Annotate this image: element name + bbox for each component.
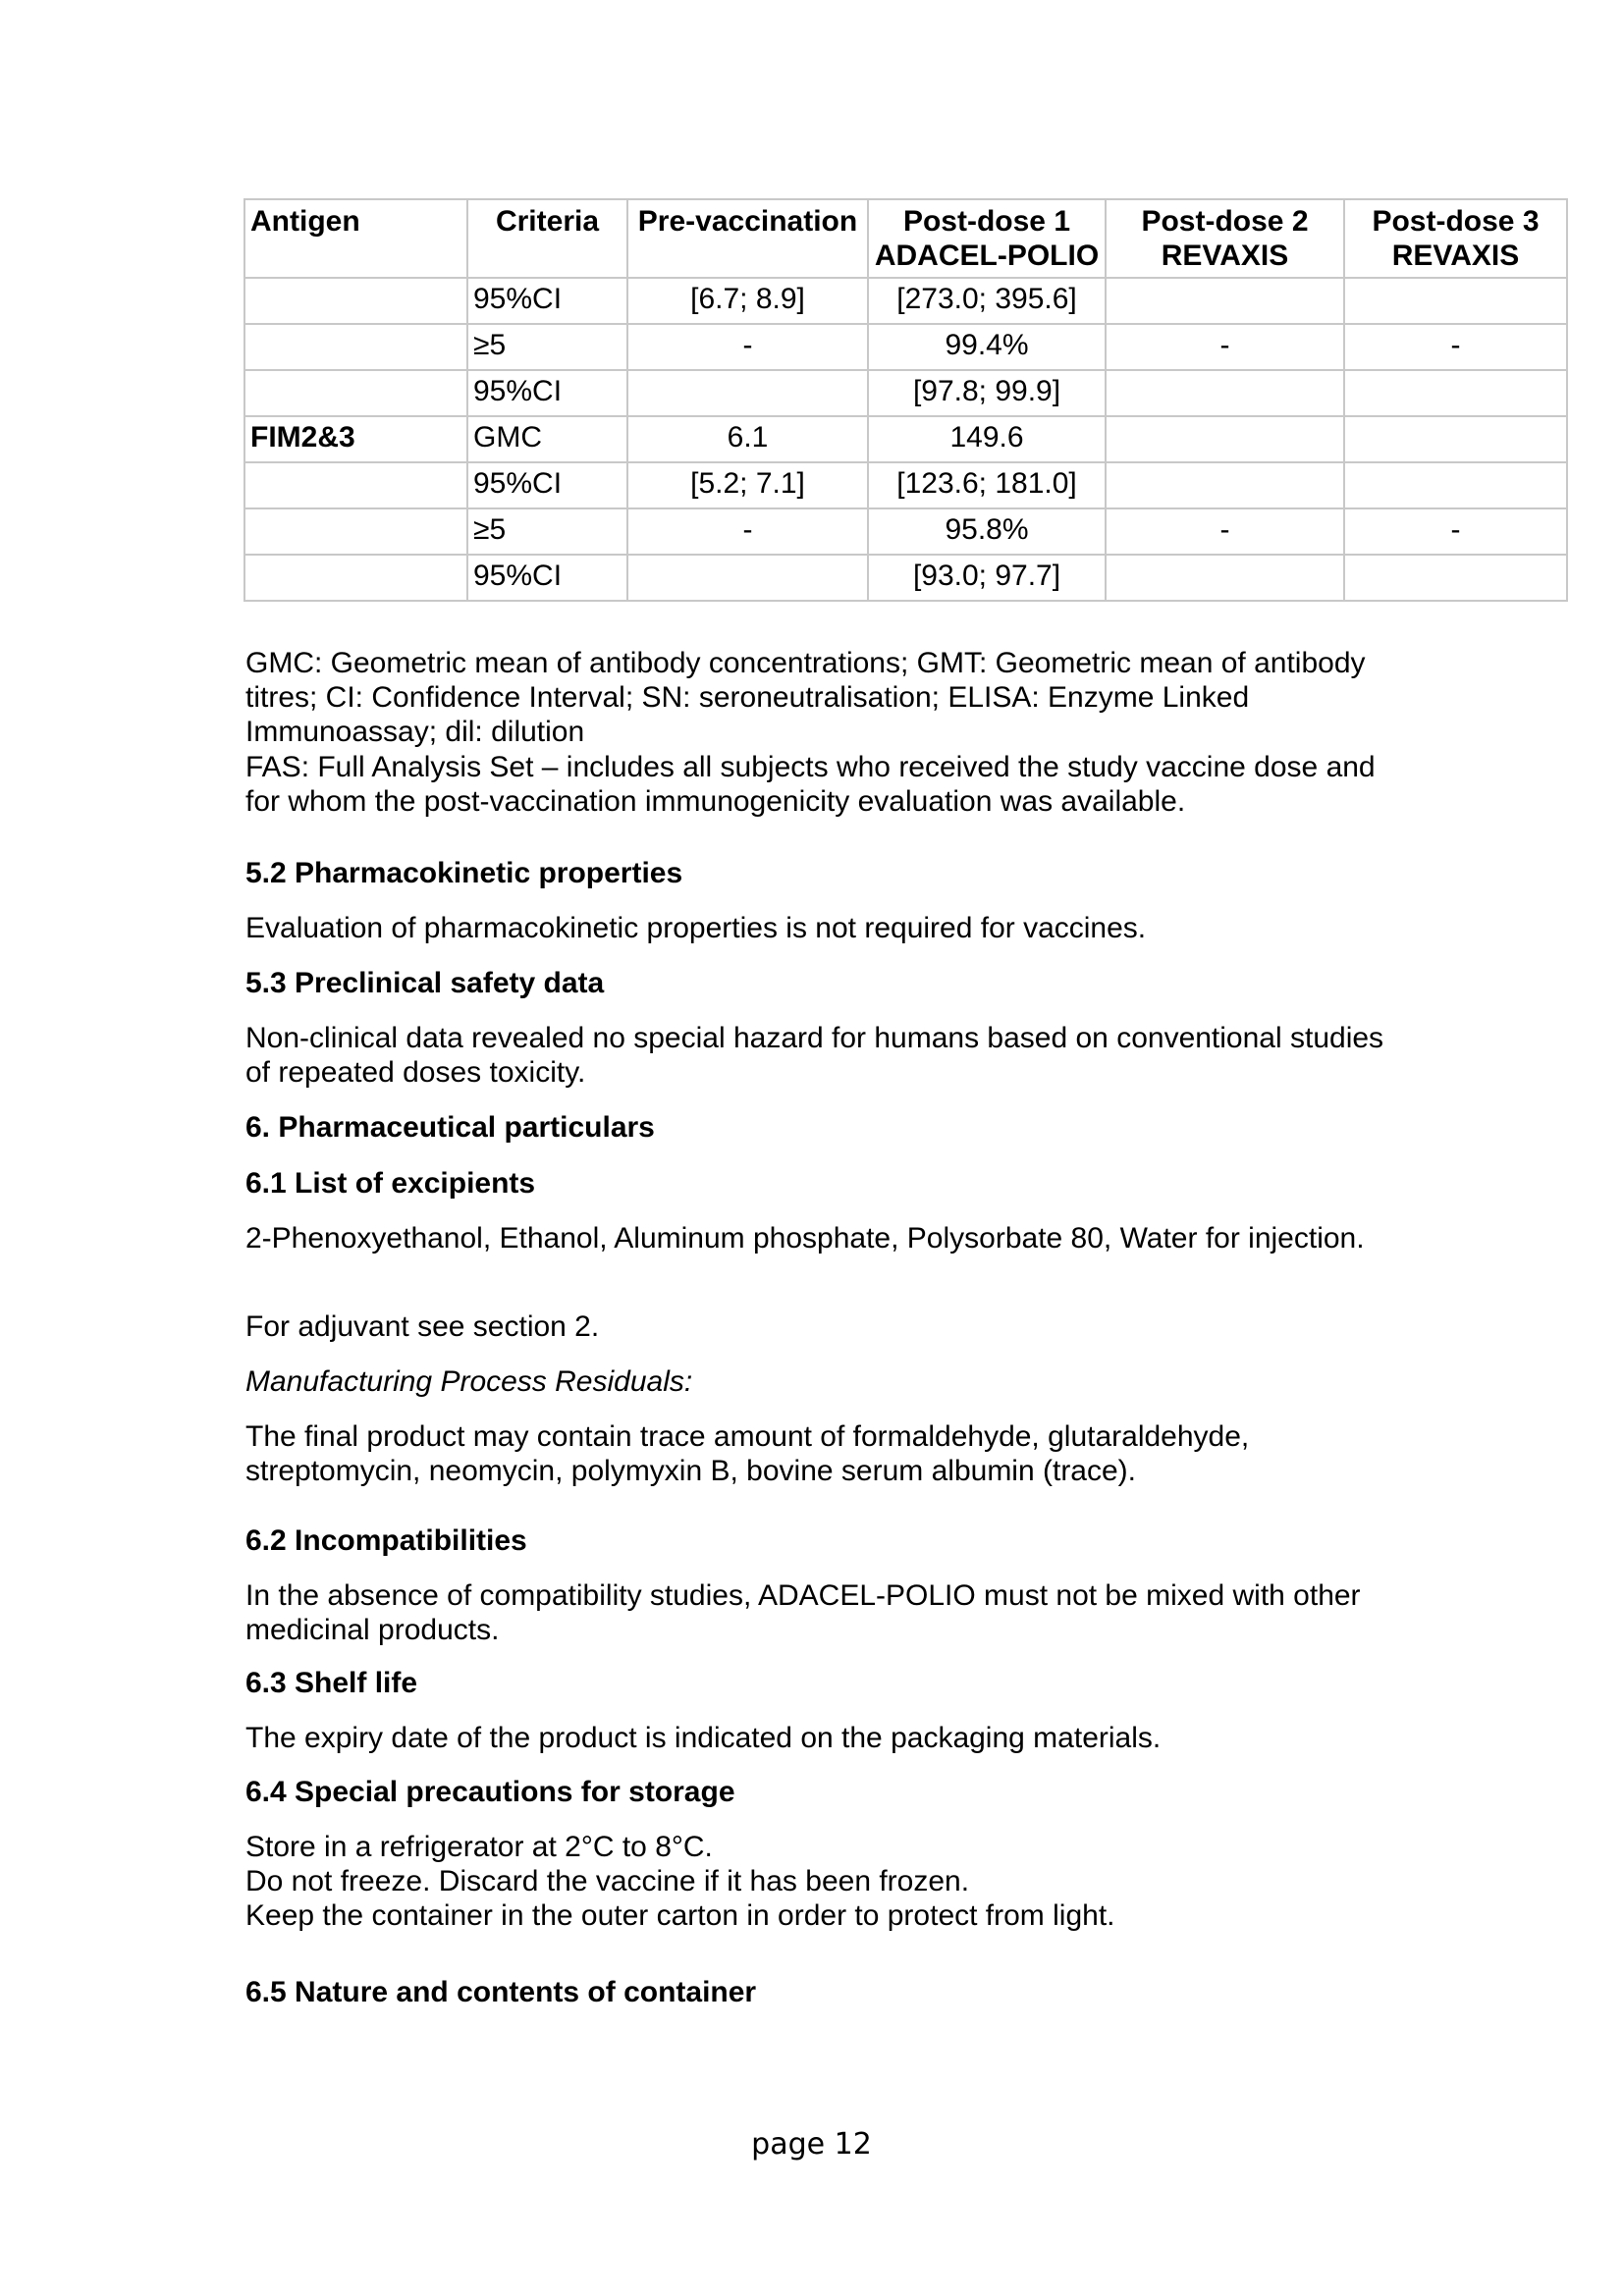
- immunogenicity-table: [243, 198, 1568, 602]
- table-row: [244, 508, 1567, 555]
- section-6-1-text: 2-Phenoxyethanol, Ethanol, Aluminum phosphate, Polysorbate 80, Water for injection.: [245, 1222, 1365, 1255]
- table-row: [244, 324, 1567, 370]
- section-6-4-heading: 6.4 Special precautions for storage: [245, 1776, 735, 1808]
- section-6-2-text: In the absence of compatibility studies, ADACEL-POLIO must not be mixed with other medicinal products.: [245, 1579, 1361, 1646]
- table-cell-dose3: [1344, 278, 1567, 324]
- table-footnote-fas: FAS: Full Analysis Set – includes all subjects who received the study vaccine dose and for whom the post-vaccination immunogenicity evaluation was available.: [245, 751, 1376, 818]
- table-cell-antigen: [244, 278, 467, 324]
- table-footnote-abbreviations: GMC: Geometric mean of antibody concentrations; GMT: Geometric mean of antibody titres; CI: Confidence Interval; SN: seroneutralisation; ELISA: Enzyme Linked Immunoassay; dil: dilution: [245, 647, 1366, 748]
- section-5-2-text: Evaluation of pharmacokinetic properties is not required for vaccines.: [245, 912, 1147, 944]
- table-cell-antigen: [244, 370, 467, 416]
- table-header-post-dose-2: Post-dose 2 REVAXIS: [1106, 199, 1344, 278]
- table-cell-dose3: -: [1344, 324, 1567, 370]
- table-header-post-dose-3: Post-dose 3 REVAXIS: [1344, 199, 1567, 278]
- section-6-2-heading: 6.2 Incompatibilities: [245, 1524, 527, 1557]
- table-cell-antigen: FIM2&3: [244, 416, 467, 462]
- table-cell-dose2: -: [1106, 324, 1344, 370]
- table-cell-pre: [5.2; 7.1]: [627, 462, 868, 508]
- table-cell-dose2: [1106, 555, 1344, 601]
- table-cell-antigen: [244, 462, 467, 508]
- table-header-row: [244, 199, 1567, 278]
- section-5-2-heading: 5.2 Pharmacokinetic properties: [245, 857, 683, 889]
- section-6-4-line: Keep the container in the outer carton in order to protect from light.: [245, 1899, 1115, 1932]
- section-6-1-heading: 6.1 List of excipients: [245, 1167, 536, 1200]
- table-header-antigen: Antigen: [244, 199, 467, 278]
- table-cell-dose3: [1344, 370, 1567, 416]
- table-cell-dose3: [1344, 555, 1567, 601]
- table-cell-pre: -: [627, 324, 868, 370]
- section-6-1-residuals-heading: Manufacturing Process Residuals:: [245, 1365, 693, 1398]
- table-cell-dose3: [1344, 462, 1567, 508]
- table-cell-dose1: [97.8; 99.9]: [868, 370, 1106, 416]
- section-6-3-heading: 6.3 Shelf life: [245, 1667, 418, 1699]
- table-cell-antigen: [244, 324, 467, 370]
- table-header-pre-vaccination: Pre-vaccination: [627, 199, 868, 278]
- section-5-3-text: Non-clinical data revealed no special hazard for humans based on conventional studies of repeated doses toxicity.: [245, 1022, 1384, 1089]
- section-6-4-line: Store in a refrigerator at 2°C to 8°C.: [245, 1831, 713, 1863]
- table-cell-antigen: [244, 508, 467, 555]
- page-number: page 12: [751, 2127, 872, 2162]
- section-6-4-line: Do not freeze. Discard the vaccine if it has been frozen.: [245, 1865, 970, 1897]
- table-cell-pre: [6.7; 8.9]: [627, 278, 868, 324]
- table-cell-dose1: [123.6; 181.0]: [868, 462, 1106, 508]
- table-cell-criteria: 95%CI: [467, 555, 627, 601]
- table-cell-dose2: [1106, 416, 1344, 462]
- table-cell-dose1: 99.4%: [868, 324, 1106, 370]
- table-cell-criteria: 95%CI: [467, 462, 627, 508]
- table-cell-criteria: ≥5: [467, 508, 627, 555]
- table-cell-dose1: 95.8%: [868, 508, 1106, 555]
- table-row: [244, 462, 1567, 508]
- table-header-post-dose-1: Post-dose 1 ADACEL-POLIO: [868, 199, 1106, 278]
- table-row: [244, 416, 1567, 462]
- table-header-criteria: Criteria: [467, 199, 627, 278]
- table-row: [244, 555, 1567, 601]
- table-row: [244, 370, 1567, 416]
- table-cell-criteria: 95%CI: [467, 370, 627, 416]
- section-6-heading: 6. Pharmaceutical particulars: [245, 1111, 655, 1144]
- table-cell-pre: 6.1: [627, 416, 868, 462]
- section-6-1-residuals-text: The final product may contain trace amount of formaldehyde, glutaraldehyde, streptomycin, neomycin, polymyxin B, bovine serum albumin (trace).: [245, 1420, 1250, 1487]
- table-cell-antigen: [244, 555, 467, 601]
- section-6-1-adjuvant: For adjuvant see section 2.: [245, 1310, 600, 1343]
- section-6-3-text: The expiry date of the product is indicated on the packaging materials.: [245, 1722, 1162, 1754]
- section-6-5-heading: 6.5 Nature and contents of container: [245, 1976, 757, 2008]
- table-cell-dose2: [1106, 462, 1344, 508]
- table-cell-dose3: [1344, 416, 1567, 462]
- table-row: [244, 278, 1567, 324]
- table-cell-criteria: 95%CI: [467, 278, 627, 324]
- table-cell-pre: [627, 370, 868, 416]
- table-cell-criteria: ≥5: [467, 324, 627, 370]
- table-cell-pre: [627, 555, 868, 601]
- table-cell-dose3: -: [1344, 508, 1567, 555]
- table-cell-dose1: 149.6: [868, 416, 1106, 462]
- table-cell-criteria: GMC: [467, 416, 627, 462]
- table-cell-dose1: [273.0; 395.6]: [868, 278, 1106, 324]
- section-5-3-heading: 5.3 Preclinical safety data: [245, 967, 605, 999]
- table-cell-dose1: [93.0; 97.7]: [868, 555, 1106, 601]
- table-cell-dose2: [1106, 278, 1344, 324]
- table-cell-dose2: [1106, 370, 1344, 416]
- table-cell-dose2: -: [1106, 508, 1344, 555]
- table-cell-pre: -: [627, 508, 868, 555]
